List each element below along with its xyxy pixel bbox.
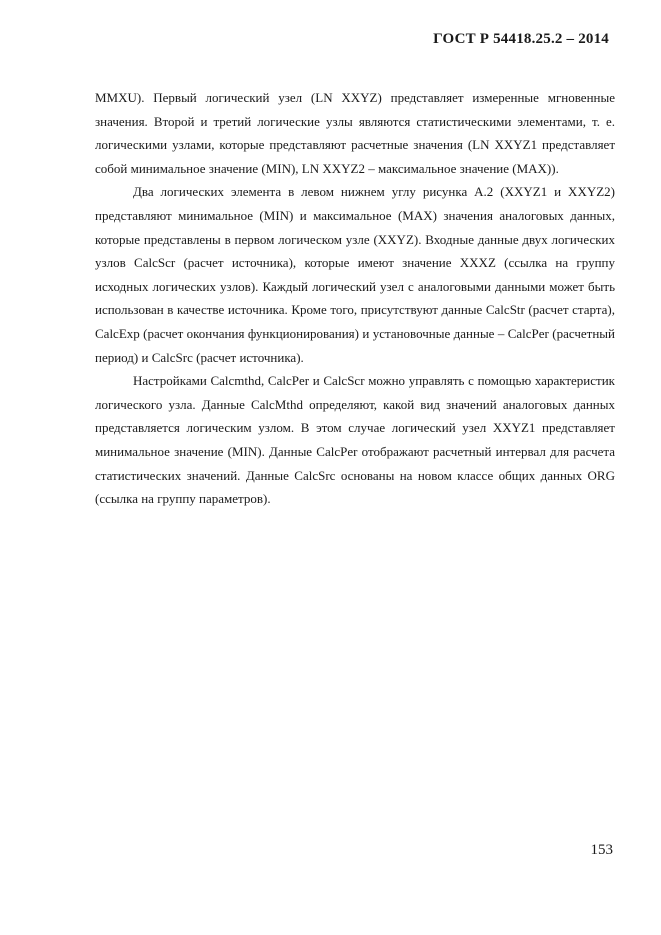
paragraph-settings: Настройками Calcmthd, CalcPer и CalcScr можно управлять с помощью характеристик логического узла. Данные CalcMthd определяют, какой вид значений аналоговых данных представляется логическим узлом. В этом случае логический узел XXYZ1 представляет минимальное значение (MIN). Данные CalcPer отображают расчетный интервал для расчета статистических значений. Данные CalcSrc основаны на новом классе общих данных ORG (ссылка на группу параметров). — [95, 373, 615, 507]
page-number: 153 — [590, 842, 613, 858]
document-body — [95, 86, 615, 511]
paragraph-logical-elements: Два логических элемента в левом нижнем углу рисунка А.2 (XXYZ1 и XXYZ2) представляют минимальное (MIN) и максимальное (MAX) значения аналоговых данных, которые представлены в первом логическом узле (XXYZ). Входные данные двух логических узлов CalcScr (расчет источника), которые имеют значение XXXZ (ссылка на группу исходных логических узлов). Каждый логический узел с аналоговыми данными может быть использован в качестве источника. Кроме того, присутствуют данные CalcStr (расчет старта), CalcExp (расчет окончания функционирования) и установочные данные – CalcPer (расчетный период) и CalcSrc (расчет источника). — [95, 184, 615, 365]
document-header-title: ГОСТ Р 54418.25.2 – 2014 — [433, 31, 609, 47]
paragraph-continuation: MMXU). Первый логический узел (LN XXYZ) представляет измеренные мгновенные значения. Второй и третий логические узлы являются статистическими элементами, т. е. логическими узлами, которые представляют расчетные значения (LN XXYZ1 представляет собой минимальное значение (MIN), LN XXYZ2 – максимальное значение (MAX)). — [95, 90, 615, 176]
